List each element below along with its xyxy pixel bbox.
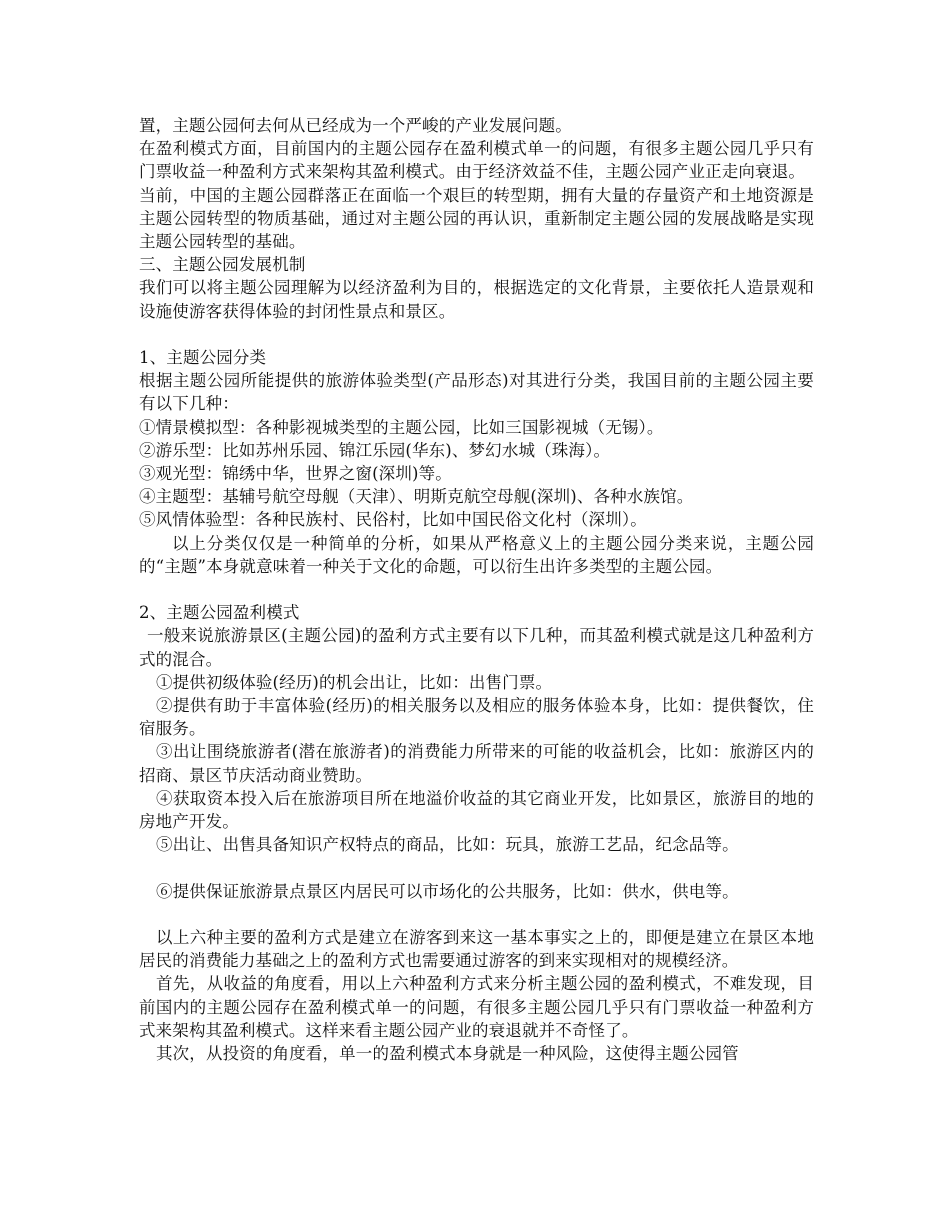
paragraph-transition: 当前，中国的主题公园群落正在面临一个艰巨的转型期，拥有大量的存量资产和土地资源是主题公园转型的物质基础，通过对主题公园的再认识，重新制定主题公园的发展战略是实现主题公园转型的基础。 (139, 185, 814, 252)
list-item: ⑥提供保证旅游景点景区内居民可以市场化的公共服务，比如：供水，供电等。 (156, 881, 739, 901)
list-item: ①提供初级体验(经历)的机会出让，比如：出售门票。 (156, 672, 553, 692)
paragraph-definition: 我们可以将主题公园理解为以经济盈利为目的，根据选定的文化背景，主要依托人造景观和设施使游客获得体验的封闭性景点和景区。 (139, 278, 814, 321)
blank-line (139, 323, 814, 346)
list-item: ①情景模拟型：各种影视城类型的主题公园，比如三国影视城（无锡）。 (139, 417, 664, 437)
list-item: ②提供有助于丰富体验(经历)的相关服务以及相应的服务体验本身，比如：提供餐饮，住宿服务。 (139, 696, 814, 739)
paragraph-revenue-analysis: 首先，从收益的角度看，用以上六种盈利方式来分析主题公园的盈利模式，不难发现，目前国内的主题公园存在盈利模式单一的问题，有很多主题公园几乎只有门票收益一种盈利方式来架构其盈利模式。这样来看主题公园产业的衰退就并不奇怪了。 (139, 974, 814, 1040)
list-item: ⑤出让、出售具备知识产权特点的商品，比如：玩具，旅游工艺品，纪念品等。 (156, 835, 739, 855)
heading-classification: 1、主题公园分类 (139, 348, 267, 368)
list-item: ④主题型：基辅号航空母舰（天津）、明斯克航空母舰(深圳)、各种水族馆。 (139, 487, 694, 507)
paragraph-profit-basis: 以上六种主要的盈利方式是建立在游客到来这一基本事实之上的，即便是建立在景区本地居民的消费能力基础之上的盈利方式也需要通过游客的到来实现相对的规模经济。 (139, 928, 814, 971)
heading-development-mechanism: 三、主题公园发展机制 (139, 255, 306, 275)
paragraph-investment-analysis: 其次，从投资的角度看，单一的盈利模式本身就是一种风险，这使得主题公园管 (156, 1044, 739, 1064)
paragraph-profit-intro: 一般来说旅游景区(主题公园)的盈利方式主要有以下几种，而其盈利模式就是这几种盈利方式的混合。 (139, 626, 814, 669)
list-item: ③出让围绕旅游者(潜在旅游者)的消费能力所带来的可能的收益机会，比如：旅游区内的招商、景区节庆活动商业赞助。 (139, 742, 814, 785)
paragraph-classification-summary: 以上分类仅仅是一种简单的分析，如果从严格意义上的主题公园分类来说，主题公园的“主题”本身就意味着一种关于文化的命题，可以衍生出许多类型的主题公园。 (139, 533, 814, 576)
blank-line (139, 903, 814, 926)
blank-line (139, 856, 814, 879)
blank-line (139, 578, 814, 601)
paragraph-classification-intro: 根据主题公园所能提供的旅游体验类型(产品形态)对其进行分类，我国目前的主题公园主要有以下几种： (139, 371, 814, 414)
document-body (139, 114, 814, 1065)
list-item: ②游乐型：比如苏州乐园、锦江乐园(华东)、梦幻水城（珠海）。 (139, 440, 611, 460)
list-item: ⑤风情体验型：各种民族村、民俗村，比如中国民俗文化村（深圳）。 (139, 510, 647, 530)
list-item: ③观光型：锦绣中华，世界之窗(深圳)等。 (139, 464, 452, 484)
heading-profit-model: 2、主题公园盈利模式 (139, 603, 300, 623)
paragraph-continuation: 置，主题公园何去何从已经成为一个严峻的产业发展问题。 (139, 116, 572, 135)
paragraph-profit-model: 在盈利模式方面，目前国内的主题公园存在盈利模式单一的问题，有很多主题公园几乎只有门票收益一种盈利方式来架构其盈利模式。由于经济效益不佳，主题公园产业正走向衰退。 (139, 139, 814, 182)
list-item: ④获取资本投入后在旅游项目所在地溢价收益的其它商业开发，比如景区，旅游目的地的房地产开发。 (139, 788, 814, 832)
